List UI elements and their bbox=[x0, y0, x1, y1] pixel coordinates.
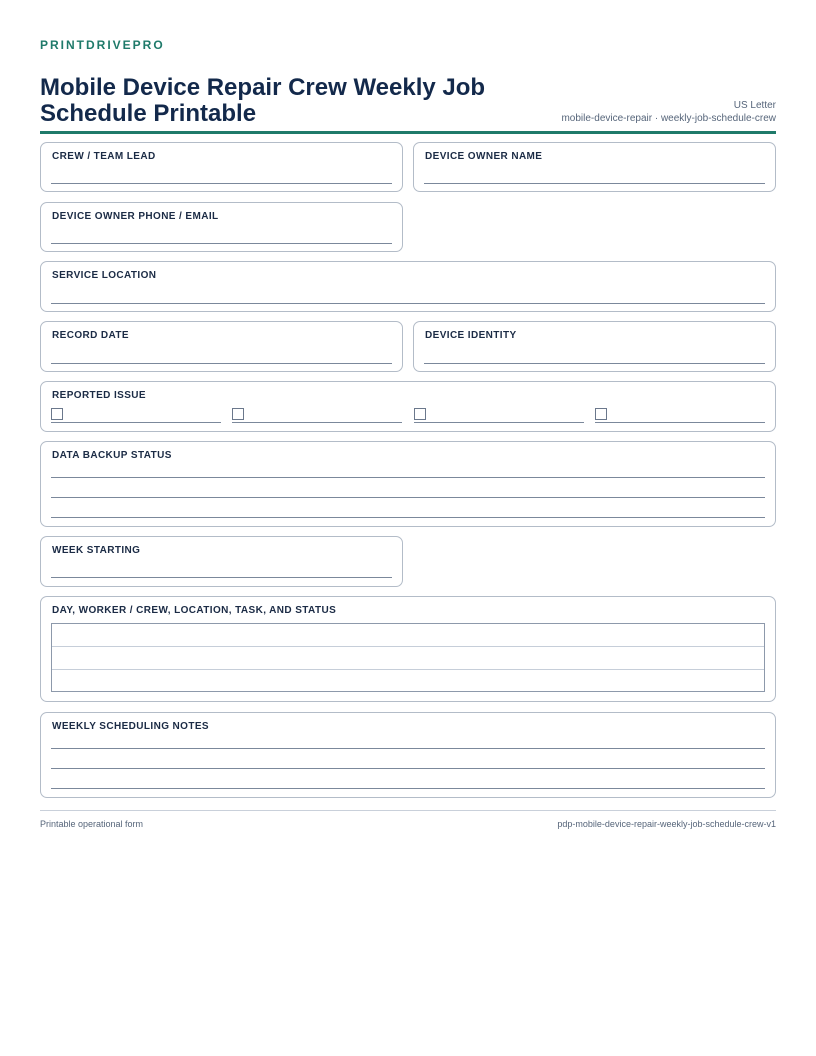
owner-contact-input-line[interactable] bbox=[51, 243, 392, 244]
option-write-line[interactable] bbox=[232, 422, 402, 423]
service-location-field[interactable] bbox=[40, 261, 776, 312]
option-write-line[interactable] bbox=[414, 422, 584, 423]
schedule-table-section bbox=[40, 596, 776, 702]
table-row[interactable] bbox=[52, 624, 764, 647]
crew-lead-field[interactable] bbox=[40, 142, 403, 192]
backup-status-line-3[interactable] bbox=[51, 517, 765, 518]
weekly-notes-label: WEEKLY SCHEDULING NOTES bbox=[52, 721, 209, 732]
device-identity-input-line[interactable] bbox=[424, 363, 765, 364]
paper-size: US Letter bbox=[733, 100, 776, 111]
weekly-notes-line-2[interactable] bbox=[51, 768, 765, 769]
weekly-notes-field[interactable] bbox=[40, 712, 776, 798]
owner-name-label: DEVICE OWNER NAME bbox=[425, 151, 543, 162]
form-page bbox=[40, 38, 776, 134]
issue-option-1[interactable] bbox=[51, 408, 221, 423]
checkbox[interactable] bbox=[414, 408, 426, 420]
document-meta bbox=[561, 99, 776, 125]
issue-option-2[interactable] bbox=[232, 408, 402, 423]
brand-name: PRINTDRIVEPRO bbox=[40, 38, 165, 52]
issue-option-3[interactable] bbox=[414, 408, 584, 423]
checkbox[interactable] bbox=[595, 408, 607, 420]
table-row[interactable] bbox=[52, 647, 764, 670]
crew-lead-input-line[interactable] bbox=[51, 183, 392, 184]
service-location-label: SERVICE LOCATION bbox=[52, 270, 157, 281]
record-date-label: RECORD DATE bbox=[52, 330, 129, 341]
device-identity-label: DEVICE IDENTITY bbox=[425, 330, 517, 341]
option-write-line[interactable] bbox=[51, 422, 221, 423]
service-location-input-line[interactable] bbox=[51, 303, 765, 304]
issue-option-4[interactable] bbox=[595, 408, 765, 423]
owner-name-input-line[interactable] bbox=[424, 183, 765, 184]
crew-lead-label: CREW / TEAM LEAD bbox=[52, 151, 156, 162]
footer-description: Printable operational form bbox=[40, 819, 144, 829]
backup-status-field[interactable] bbox=[40, 441, 776, 527]
schedule-table-label: DAY, WORKER / CREW, LOCATION, TASK, AND STATUS bbox=[52, 605, 337, 616]
weekly-notes-line-1[interactable] bbox=[51, 748, 765, 749]
schedule-table bbox=[51, 623, 765, 692]
owner-contact-field[interactable] bbox=[40, 202, 403, 252]
week-starting-input-line[interactable] bbox=[51, 577, 392, 578]
record-date-input-line[interactable] bbox=[51, 363, 392, 364]
checkbox[interactable] bbox=[232, 408, 244, 420]
reported-issue-label: REPORTED ISSUE bbox=[52, 390, 146, 401]
page-title: Mobile Device Repair Crew Weekly Job Schedule Printable bbox=[40, 74, 486, 127]
reported-issue-field bbox=[40, 381, 776, 432]
backup-status-label: DATA BACKUP STATUS bbox=[52, 450, 172, 461]
backup-status-line-2[interactable] bbox=[51, 497, 765, 498]
week-starting-field[interactable] bbox=[40, 536, 403, 587]
option-write-line[interactable] bbox=[595, 422, 765, 423]
weekly-notes-line-3[interactable] bbox=[51, 788, 765, 789]
week-starting-label: WEEK STARTING bbox=[52, 545, 141, 556]
table-row[interactable] bbox=[52, 670, 764, 693]
form-header bbox=[40, 53, 776, 134]
record-date-field[interactable] bbox=[40, 321, 403, 372]
device-identity-field[interactable] bbox=[413, 321, 776, 372]
page-footer bbox=[40, 810, 776, 835]
reported-issue-options bbox=[51, 408, 765, 424]
checkbox[interactable] bbox=[51, 408, 63, 420]
owner-contact-label: DEVICE OWNER PHONE / EMAIL bbox=[52, 211, 219, 222]
backup-status-line-1[interactable] bbox=[51, 477, 765, 478]
document-path: mobile-device-repair · weekly-job-schedule-crew bbox=[561, 113, 776, 124]
footer-form-id: pdp-mobile-device-repair-weekly-job-schedule-crew-v1 bbox=[557, 819, 776, 829]
owner-name-field[interactable] bbox=[413, 142, 776, 192]
